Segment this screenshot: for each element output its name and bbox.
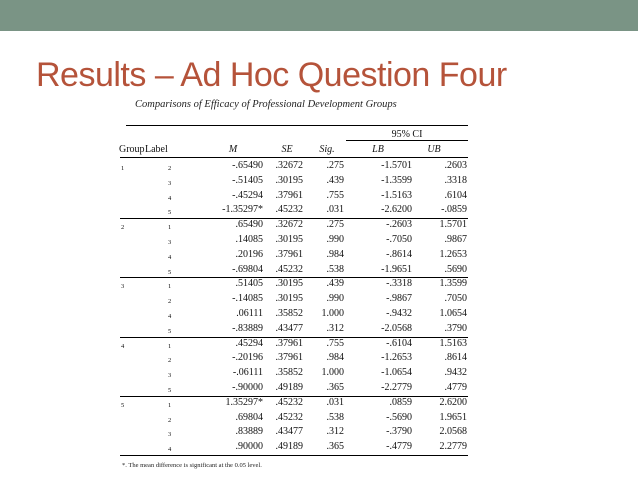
mean-difference: -.51405 [232, 175, 263, 186]
group-number: 2 [121, 224, 125, 231]
lower-bound: -.6104 [386, 338, 412, 349]
standard-error: .49189 [275, 441, 303, 452]
upper-bound: 2.2779 [439, 441, 467, 452]
comparison-label: 1 [168, 224, 172, 231]
mean-difference: -.14085 [232, 293, 263, 304]
standard-error: .35852 [275, 308, 303, 319]
mean-difference: 1.35297* [225, 397, 263, 408]
significance: .538 [326, 412, 344, 423]
standard-error: .35852 [275, 367, 303, 378]
lower-bound: -1.2653 [381, 352, 412, 363]
mean-difference: .06111 [236, 308, 263, 319]
group-number: 5 [121, 402, 125, 409]
lower-bound: -2.0568 [381, 323, 412, 334]
standard-error: .32672 [275, 160, 303, 171]
mean-difference: .51405 [235, 278, 263, 289]
mean-difference: -.06111 [232, 367, 263, 378]
standard-error: .30195 [275, 175, 303, 186]
comparison-label: 4 [168, 195, 172, 202]
comparison-label: 5 [168, 328, 172, 335]
standard-error: .45232 [275, 397, 303, 408]
upper-bound: -.0859 [441, 204, 467, 215]
top-banner [0, 0, 638, 31]
lower-bound: -1.0654 [381, 367, 412, 378]
mean-difference: .90000 [235, 441, 263, 452]
comparison-label: 3 [168, 431, 172, 438]
comparison-label: 1 [168, 343, 172, 350]
comparison-label: 2 [168, 298, 172, 305]
comparison-label: 2 [168, 417, 172, 424]
comparison-label: 4 [168, 313, 172, 320]
upper-bound: .9867 [444, 234, 467, 245]
standard-error: .45232 [275, 264, 303, 275]
comparison-label: 3 [168, 239, 172, 246]
standard-error: .37961 [275, 352, 303, 363]
comparison-label: 1 [168, 283, 172, 290]
significance: .312 [326, 323, 344, 334]
upper-bound: 2.0568 [439, 426, 467, 437]
significance: .439 [326, 175, 344, 186]
significance: .990 [326, 293, 344, 304]
standard-error: .49189 [275, 382, 303, 393]
group-number: 3 [121, 283, 125, 290]
mean-difference: .65490 [235, 219, 263, 230]
significance: .538 [326, 264, 344, 275]
standard-error: .43477 [275, 426, 303, 437]
standard-error: .30195 [275, 293, 303, 304]
ci-header: 95% CI [391, 129, 423, 140]
significance: .755 [326, 190, 344, 201]
lower-bound: -.9867 [386, 293, 412, 304]
upper-bound: 1.5701 [439, 219, 467, 230]
upper-bound: 1.3599 [439, 278, 467, 289]
upper-bound: .6104 [444, 190, 467, 201]
header-ub: UB [427, 144, 441, 155]
upper-bound: 1.0654 [439, 308, 467, 319]
header-lb: LB [372, 144, 384, 155]
lower-bound: -1.5701 [381, 160, 412, 171]
lower-bound: -.5690 [386, 412, 412, 423]
header-label: Label [145, 144, 168, 155]
lower-bound: -.9432 [386, 308, 412, 319]
upper-bound: 1.9651 [439, 412, 467, 423]
mean-difference: -.45294 [232, 190, 263, 201]
comparison-label: 2 [168, 357, 172, 364]
table-top-rule [126, 125, 468, 126]
significance: .990 [326, 234, 344, 245]
table-bottom-rule [120, 455, 468, 456]
upper-bound: .4779 [444, 382, 467, 393]
standard-error: .37961 [275, 338, 303, 349]
upper-bound: .9432 [444, 367, 467, 378]
comparison-label: 5 [168, 387, 172, 394]
significance: .365 [326, 441, 344, 452]
significance: .275 [326, 160, 344, 171]
group-number: 1 [121, 165, 125, 172]
mean-difference: -.90000 [232, 382, 263, 393]
lower-bound: -.2603 [386, 219, 412, 230]
significance: .365 [326, 382, 344, 393]
mean-difference: -.65490 [232, 160, 263, 171]
mean-difference: .45294 [235, 338, 263, 349]
significance: 1.000 [321, 367, 344, 378]
header-sig: Sig. [319, 144, 335, 155]
upper-bound: .3318 [444, 175, 467, 186]
standard-error: .37961 [275, 190, 303, 201]
significance: .984 [326, 352, 344, 363]
mean-difference: .20196 [235, 249, 263, 260]
lower-bound: -.4779 [386, 441, 412, 452]
lower-bound: -1.5163 [381, 190, 412, 201]
slide-title: Results – Ad Hoc Question Four [36, 56, 507, 94]
comparison-label: 1 [168, 402, 172, 409]
group-number: 4 [121, 343, 125, 350]
table-footnote: *. The mean difference is significant at the 0.05 level. [122, 462, 262, 469]
lower-bound: .0859 [389, 397, 412, 408]
standard-error: .30195 [275, 278, 303, 289]
upper-bound: .8614 [444, 352, 467, 363]
comparison-label: 4 [168, 446, 172, 453]
header-m: M [228, 144, 238, 155]
upper-bound: .2603 [444, 160, 467, 171]
significance: .031 [326, 204, 344, 215]
standard-error: .37961 [275, 249, 303, 260]
mean-difference: -.69804 [232, 264, 263, 275]
upper-bound: 1.5163 [439, 338, 467, 349]
standard-error: .32672 [275, 219, 303, 230]
lower-bound: -.8614 [386, 249, 412, 260]
upper-bound: .5690 [444, 264, 467, 275]
significance: .984 [326, 249, 344, 260]
header-rule [120, 157, 468, 158]
significance: .275 [326, 219, 344, 230]
lower-bound: -.3318 [386, 278, 412, 289]
upper-bound: 2.6200 [439, 397, 467, 408]
mean-difference: .83889 [235, 426, 263, 437]
comparison-label: 3 [168, 180, 172, 187]
mean-difference: -.83889 [232, 323, 263, 334]
lower-bound: -2.6200 [381, 204, 412, 215]
upper-bound: .7050 [444, 293, 467, 304]
lower-bound: -.7050 [386, 234, 412, 245]
upper-bound: 1.2653 [439, 249, 467, 260]
mean-difference: -1.35297* [222, 204, 263, 215]
significance: .755 [326, 338, 344, 349]
standard-error: .43477 [275, 323, 303, 334]
header-group: Group [119, 144, 145, 155]
standard-error: .45232 [275, 204, 303, 215]
standard-error: .30195 [275, 234, 303, 245]
mean-difference: .69804 [235, 412, 263, 423]
standard-error: .45232 [275, 412, 303, 423]
lower-bound: -1.9651 [381, 264, 412, 275]
comparison-label: 3 [168, 372, 172, 379]
mean-difference: -.20196 [232, 352, 263, 363]
significance: .439 [326, 278, 344, 289]
table-caption: Comparisons of Efficacy of Professional Development Groups [135, 99, 397, 110]
significance: .312 [326, 426, 344, 437]
comparison-label: 2 [168, 165, 172, 172]
upper-bound: .3790 [444, 323, 467, 334]
lower-bound: -1.3599 [381, 175, 412, 186]
lower-bound: -.3790 [386, 426, 412, 437]
significance: .031 [326, 397, 344, 408]
header-se: SE [281, 144, 293, 155]
lower-bound: -2.2779 [381, 382, 412, 393]
comparison-label: 5 [168, 269, 172, 276]
comparison-label: 5 [168, 209, 172, 216]
mean-difference: .14085 [235, 234, 263, 245]
significance: 1.000 [321, 308, 344, 319]
comparison-label: 4 [168, 254, 172, 261]
